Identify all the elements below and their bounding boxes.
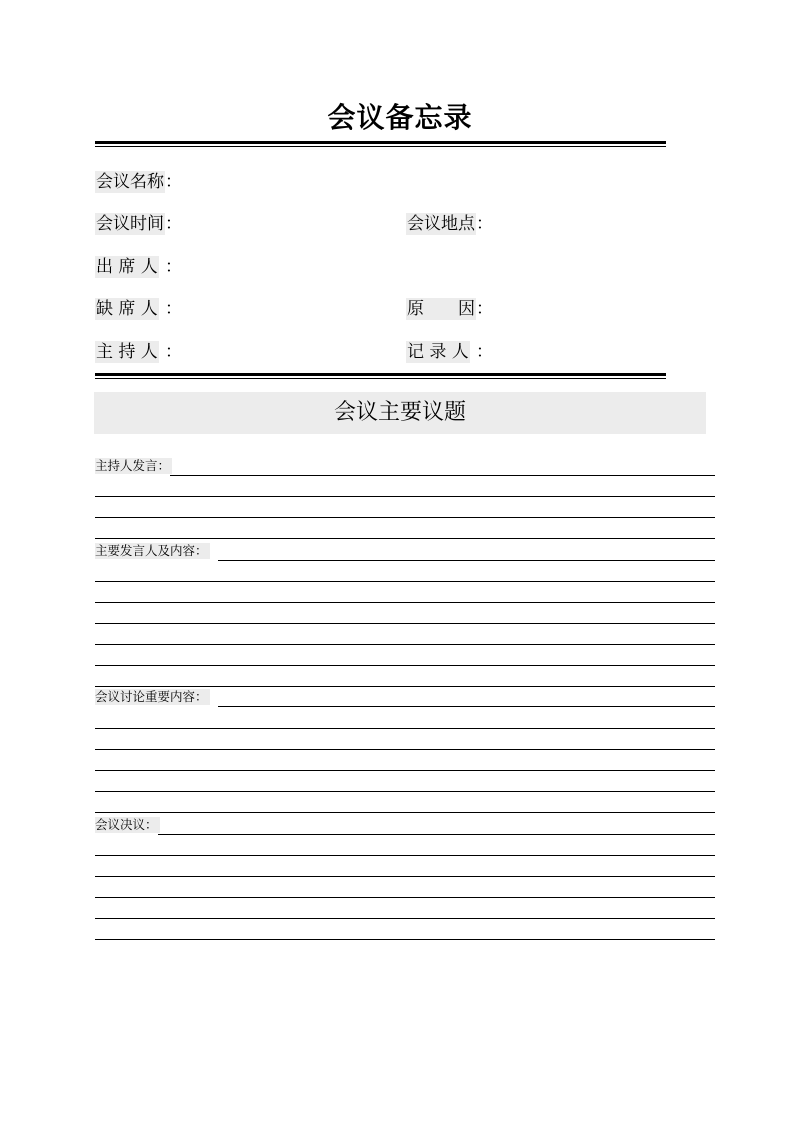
meeting-name-label: 会议名称 (96, 172, 164, 192)
write-line (95, 517, 715, 518)
write-line (95, 496, 715, 497)
discussion-label: 会议讨论重要内容： (95, 689, 208, 704)
absentees-colon: ： (165, 299, 182, 319)
meeting-place-colon: ： (476, 214, 493, 234)
section-banner: 会议主要议题 (94, 392, 706, 434)
write-line (95, 770, 715, 771)
absentees-label: 缺 席 人 (96, 299, 158, 319)
write-line (95, 876, 715, 877)
write-line (95, 939, 715, 940)
write-line (95, 855, 715, 856)
write-line (95, 602, 715, 603)
host-label: 主 持 人 (96, 342, 158, 362)
reason-colon: ： (476, 299, 493, 319)
write-line (95, 581, 715, 582)
write-line (95, 812, 715, 813)
write-line (95, 749, 715, 750)
meeting-place-label: 会议地点 (407, 214, 475, 234)
meeting-name-colon: ： (165, 172, 182, 192)
write-line (95, 791, 715, 792)
attendees-label: 出 席 人 (96, 257, 158, 277)
discussion-write-line (218, 706, 715, 707)
resolution-write-line (158, 834, 715, 835)
write-line (95, 897, 715, 898)
host-speech-label: 主持人发言： (95, 458, 171, 473)
title-double-rule (95, 141, 666, 147)
write-line (95, 686, 715, 687)
write-line (95, 538, 715, 539)
host-colon: ： (165, 342, 182, 362)
write-line (95, 644, 715, 645)
main-speakers-write-line (218, 560, 715, 561)
host-speech-write-line (170, 475, 715, 476)
write-line (95, 728, 715, 729)
attendees-colon: ： (165, 257, 182, 277)
write-line (95, 623, 715, 624)
header-double-rule (95, 373, 666, 379)
meeting-time-colon: ： (165, 214, 182, 234)
main-speakers-label: 主要发言人及内容： (95, 543, 208, 558)
write-line (95, 918, 715, 919)
page-title: 会议备忘录 (327, 101, 473, 134)
reason-label: 原 因 (407, 299, 475, 319)
recorder-label: 记 录 人 (407, 342, 469, 362)
resolution-label: 会议决议： (95, 817, 158, 832)
meeting-time-label: 会议时间 (96, 214, 164, 234)
recorder-colon: ： (476, 342, 493, 362)
write-line (95, 665, 715, 666)
